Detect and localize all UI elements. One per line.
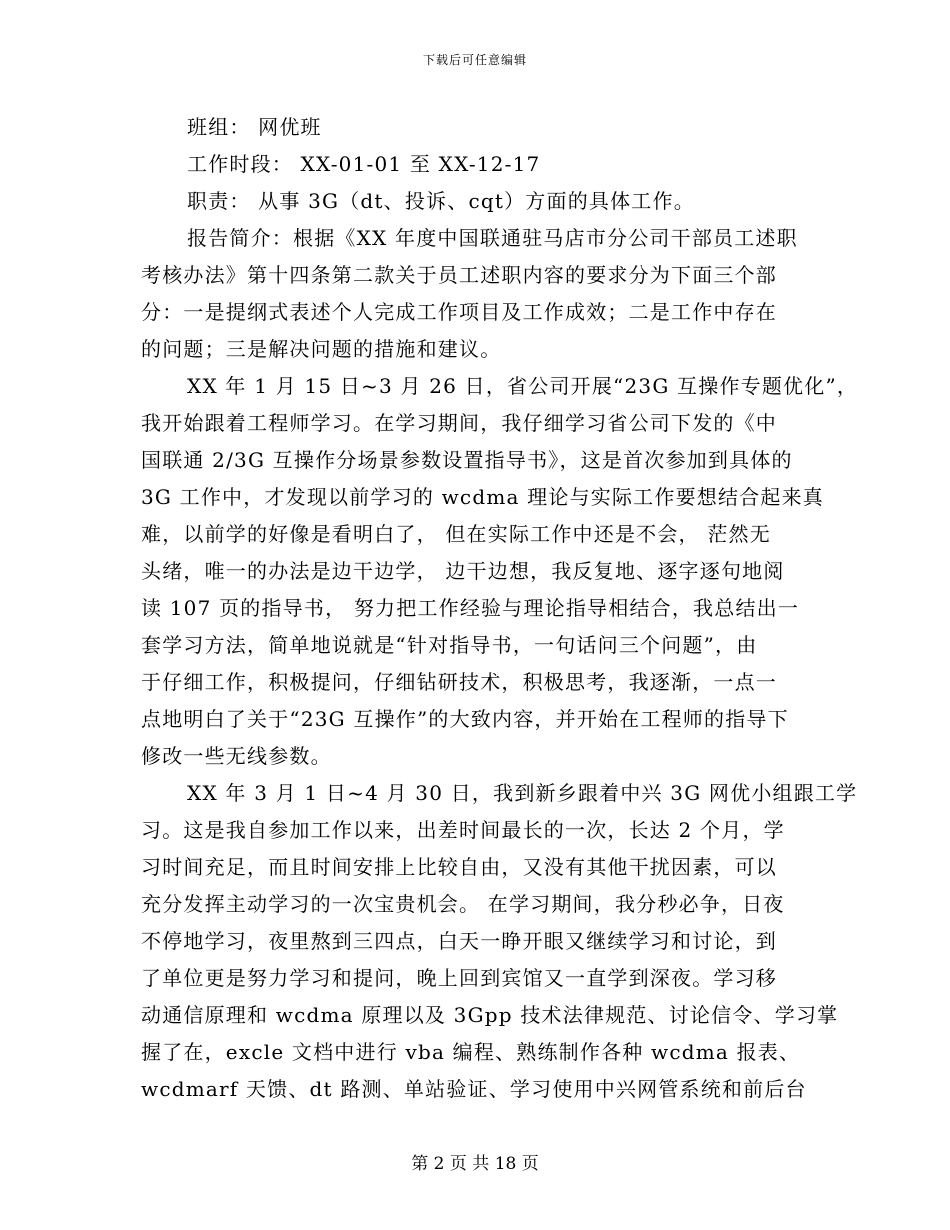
work-period-line: 工作时段： XX-01-01 至 XX-12-17 xyxy=(187,152,541,176)
paragraph-line: 国联通 2/3G 互操作分场景参数设置指导书》，这是首次参加到具体的 xyxy=(141,448,793,472)
paragraph-line: 握了在，excle 文档中进行 vba 编程、熟练制作各种 wcdma 报表、 xyxy=(141,1040,801,1064)
paragraph-line: 不停地学习，夜里熬到三四点，白天一睁开眼又继续学习和讨论，到 xyxy=(141,929,777,953)
paragraph-line: 3G 工作中，才发现以前学习的 wcdma 理论与实际工作要想结合起来真 xyxy=(141,485,824,509)
page-header: 下载后可任意编辑 xyxy=(422,53,527,67)
paragraph-line: XX 年 3 月 1 日~4 月 30 日，我到新乡跟着中兴 3G 网优小组跟工学 xyxy=(187,781,858,805)
paragraph-line: 修改一些无线参数。 xyxy=(141,744,332,768)
paragraph-line: 的问题；三是解决问题的措施和建议。 xyxy=(141,337,502,361)
paragraph-line: 报告简介：根据《XX 年度中国联通驻马店市分公司干部员工述职 xyxy=(187,226,798,250)
team-line: 班组： 网优班 xyxy=(187,115,322,139)
paragraph-line: 考核办法》第十四条第二款关于员工述职内容的要求分为下面三个部 xyxy=(141,263,777,287)
paragraph-line: wcdmarf 天馈、dt 路测、单站验证、学习使用中兴网管系统和前后台 xyxy=(141,1077,807,1101)
paragraph-line: 于仔细工作，积极提问，仔细钻研技术，积极思考，我逐渐，一点一 xyxy=(141,670,777,694)
paragraph-line: XX 年 1 月 15 日~3 月 26 日，省公司开展“23G 互操作专题优化”， xyxy=(187,374,859,398)
paragraph-line: 了单位更是努力学习和提问，晚上回到宾馆又一直学到深夜。学习移 xyxy=(141,966,777,990)
paragraph-line: 套学习方法，简单地说就是“针对指导书，一句话问三个问题”，由 xyxy=(141,633,758,657)
paragraph-line: 动通信原理和 wcdma 原理以及 3Gpp 技术法律规范、讨论信令、学习掌 xyxy=(141,1003,839,1027)
paragraph-line: 充分发挥主动学习的一次宝贵机会。 在学习期间，我分秒必争，日夜 xyxy=(141,892,785,916)
paragraph-line: 点地明白了关于“23G 互操作”的大致内容，并开始在工程师的指导下 xyxy=(141,707,789,731)
paragraph-line: 难，以前学的好像是看明白了， 但在实际工作中还是不会， 茫然无 xyxy=(141,522,771,546)
page-number-footer: 第 2 页 共 18 页 xyxy=(411,1154,539,1174)
duties-line: 职责： 从事 3G（dt、投诉、cqt）方面的具体工作。 xyxy=(187,189,695,213)
paragraph-line: 读 107 页的指导书， 努力把工作经验与理论指导相结合，我总结出一 xyxy=(141,596,800,620)
paragraph-line: 我开始跟着工程师学习。在学习期间，我仔细学习省公司下发的《中 xyxy=(141,411,777,435)
paragraph-line: 习。这是我自参加工作以来，出差时间最长的一次，长达 2 个月，学 xyxy=(141,818,785,842)
paragraph-line: 分：一是提纲式表述个人完成工作项目及工作成效；二是工作中存在 xyxy=(141,300,777,324)
paragraph-line: 头绪，唯一的办法是边干边学， 边干边想，我反复地、逐字逐句地阅 xyxy=(141,559,785,583)
paragraph-line: 习时间充足，而且时间安排上比较自由，又没有其他干扰因素，可以 xyxy=(141,855,777,879)
document-body xyxy=(141,109,859,1108)
